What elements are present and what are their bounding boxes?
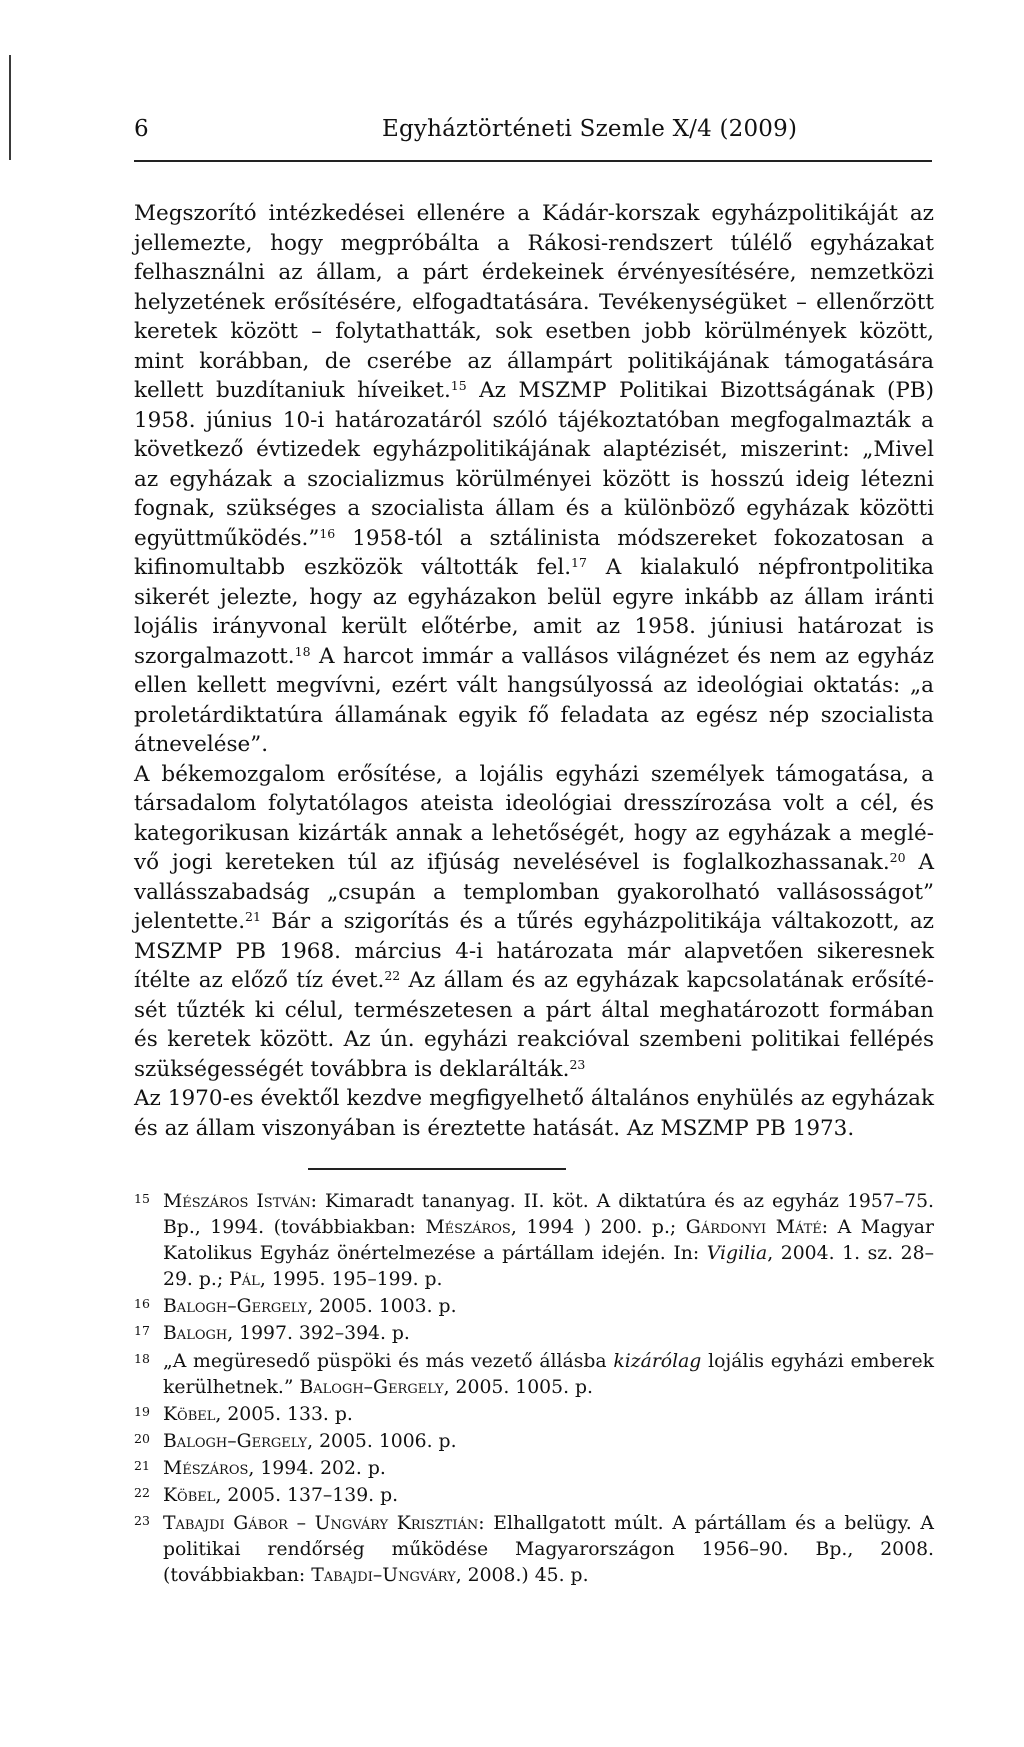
footnote-text: Balogh [163,1323,228,1345]
footnote [134,1189,934,1293]
journal-title: Egyháztörténeti Szemle X/4 (2009) [382,116,798,142]
footnote-text: Balogh–Gergely [299,1376,444,1398]
body-text [134,199,934,1143]
footnote-ref[interactable]: 16 [319,525,336,541]
text-run: 1958-tól a sztálinista módszereket fokozatosan a kifinomultabb eszközök váltották fel. [134,525,934,580]
footnote-rule [308,1168,566,1170]
footnote-text: Pál [229,1269,260,1290]
footnote-text: , 2005. 1006. p. [307,1430,457,1452]
footnote [134,1402,934,1428]
text-run: Az 1970-es évektől kezdve megfigyelhető általános enyhülés az egyházak és az állam viszonyában is éreztette hatását. Az MSZMP PB 1973. [134,1086,934,1141]
footnote-number: 17 [134,1323,150,1339]
footnote [134,1429,934,1455]
text-run: Megszorító intézkedései ellenére a Kádár-korszak egyházpolitikáját az jellemezte, hogy megpróbálta a Rákosi-rendszert túlélő egyházakat felhasználni az állam, a párt érdekeinek érvényesítésére, nemzetközi helyzetének erősítésére, elfogadtatására. Tevékenységüket – ellenőrzött keretek között – folytathatták, sok esetben jobb körülmények között, mint korábban, de cserébe az állampárt politikájának támogatására kellett buzdítaniuk híveiket. [134,201,934,403]
footnote-text: : A Magyar Katolikus Egyház önértelmezése a pártállam idején. In: [163,1217,934,1264]
paragraph [134,1084,934,1143]
footnote-text: Mészáros István [163,1191,311,1212]
footnote-text: , 2005. 1003. p. [307,1296,457,1318]
footnote-ref[interactable]: 18 [294,643,311,659]
text-run: A békemozgalom erősítése, a lojális egyházi személyek támogatása, a társadalom folytatólagos ateista ideológiai dresszírozása volt a cél, és kategorikusan kizárták annak a lehetőségét, hogy az egyházak a meglévő jogi kereteken túl az ifjúság nevelésével is foglalkozhassanak. [134,761,934,875]
footnote-number: 20 [134,1430,150,1446]
footnote-text: lojális egyházi emberek kerülhetnek.” [163,1350,934,1398]
footnote-text: Tabajdi Gábor – Ungváry Krisztián [163,1512,479,1534]
footnote-text: Köbel [163,1403,216,1425]
footnote-ref[interactable]: 17 [571,555,587,570]
text-run: Az MSZMP Politikai Bizottságának (PB) 1958. június 10-i határozatáról szóló tájékoztatóban megfogalmazták a következő évtizedek egyházpolitikájának alaptézisét, miszerint: „Mivel az egyházak a szocializmus körülményei között is hosszú ideig létezni fognak, szükséges a szocialista állam és a különböző egyházak közötti együttműködés.” [134,378,934,551]
footnote-text: , 1997. 392–394. p. [227,1323,410,1345]
footnote-text: kizárólag [613,1350,702,1372]
footnote-text: , 2004. 1. sz. 28–29. p.; [163,1243,934,1290]
footnote [134,1294,934,1320]
footnote-text: , 1994 ) 200. p.; [510,1217,686,1238]
footnote-text: , 2005. 137–139. p. [215,1485,399,1507]
text-run: Bár a szigorítás és a tűrés egyházpolitikája váltakozott, az MSZMP PB 1968. március 4-i határozata már alapvetően sikeresnek ítélte az előző tíz évet. [134,909,934,993]
paragraph [134,199,934,760]
footnote-text: Vigilia [706,1243,768,1264]
footnote [134,1321,934,1347]
footnote-number: 19 [134,1403,150,1419]
footnote-text: Balogh–Gergely [163,1296,308,1318]
footnote-number: 15 [134,1191,150,1206]
footnote-text: , 1994. 202. p. [248,1458,386,1480]
footnote-text: Köbel [163,1485,216,1507]
footnote-ref[interactable]: 20 [889,850,906,865]
footnote [134,1456,934,1482]
footnote-number: 22 [134,1485,150,1501]
paragraph [134,760,934,1085]
page-number: 6 [134,116,149,142]
footnote-text: , 2005. 1005. p. [443,1376,594,1398]
footnote-text: : Elhallgatott múlt. A pártállam és a belügy. A politikai rendőrség működése Magyarországon 1956–90. Bp., 2008. (továbbiakban: [163,1512,934,1586]
footnote [134,1511,934,1589]
footnote-number: 18 [134,1350,150,1366]
footnote-text: Balogh–Gergely [163,1430,308,1452]
footnote-text: Tabajdi–Ungváry [311,1564,456,1586]
footnote-ref[interactable]: 15 [450,378,467,393]
text-run: A harcot immár a vallásos világnézet és nem az egyház ellen kellett megvívni, ezért vált hangsúlyossá az ideológiai oktatás: „a proletárdiktatúra államának egyik fő feladata az egész nép szocialista átnevelése”. [134,643,934,757]
footnote [134,1349,934,1401]
footnote-ref[interactable]: 22 [384,968,401,983]
footnote-number: 23 [134,1512,150,1528]
footnote-ref[interactable]: 21 [245,909,261,924]
footnotes [134,1189,934,1590]
text-run: A vallásszabadság „csupán a templomban gyakorolható vallásosságot” jelentette. [134,850,934,934]
header-rule [134,160,932,162]
footnote-text: Mészáros [425,1217,511,1238]
footnote-text: , 2008.) 45. p. [455,1564,589,1586]
margin-rule [9,55,11,160]
footnote-ref[interactable]: 23 [569,1056,586,1072]
text-run: Az állam és az egyházak kapcsolatának erősítését tűzték ki célul, természetesen a párt által meghatározott formában és keretek között. Az ún. egyházi reakcióval szembeni politikai fellépés szükségességét továbbra is deklarálták. [134,968,934,1082]
footnote-number: 21 [134,1458,150,1474]
footnote-text: Gárdonyi Máté [685,1217,822,1238]
footnote-text: Mészáros [163,1458,249,1480]
footnote [134,1483,934,1509]
footnote-text: , 1995. 195–199. p. [259,1269,443,1290]
footnote-text: , 2005. 133. p. [215,1403,353,1425]
footnote-number: 16 [134,1296,150,1312]
footnote-text: : Kimaradt tananyag. II. köt. A diktatúra és az egyház 1957–75. Bp., 1994. (továbbiakban: [163,1191,934,1238]
footnote-text: „A megüresedő püspöki és más vezető állásba [163,1350,614,1372]
text-run: A kialakuló népfrontpolitika sikerét jelezte, hogy az egyházakon belül egyre inkább az állam iránti lojális irányvonal került előtérbe, amit az 1958. júniusi határozat is szorgalmazott. [134,555,934,669]
